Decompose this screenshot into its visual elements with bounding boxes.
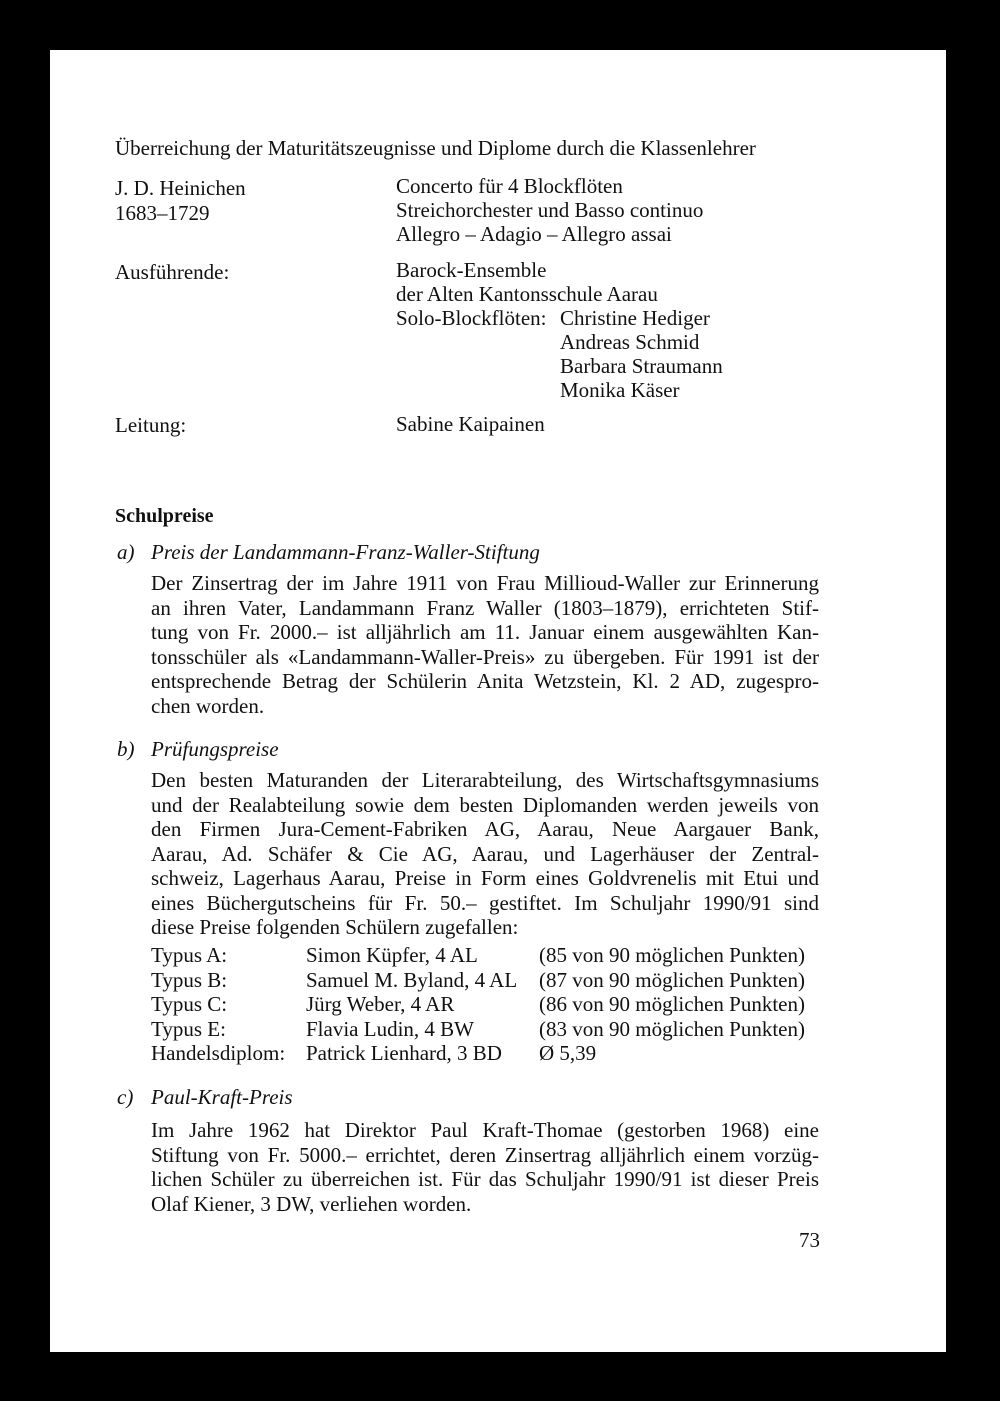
text-line: schweiz, Lagerhaus Aarau, Preise in Form eines Goldvrenelis mit Etui und	[151, 866, 819, 890]
text-line: Den besten Maturanden der Literarabteilung, des Wirtschaftsgymnasiums	[151, 768, 819, 792]
winner-result: (86 von 90 möglichen Punkten)	[539, 992, 805, 1017]
subsection-title: Preis der Landammann-Franz-Waller-Stiftung	[151, 540, 540, 564]
text-line: an ihren Vater, Landammann Franz Waller (1803–1879), errichteten Stif-	[151, 595, 819, 620]
text-line: eines Büchergutscheins für Fr. 50.– gestiftet. Im Schuljahr 1990/91 sind	[151, 890, 819, 915]
soloist-name: Andreas Schmid	[560, 330, 700, 354]
table-row	[151, 968, 805, 993]
winner-result: (87 von 90 möglichen Punkten)	[539, 967, 805, 992]
table-row	[151, 943, 805, 968]
conductor-name: Sabine Kaipainen	[396, 412, 545, 436]
soloist-name: Christine Hediger	[560, 306, 710, 330]
conductor-label: Leitung:	[115, 413, 187, 437]
winner-name: Samuel M. Byland, 4 AL	[306, 967, 518, 992]
text-line: entsprechende Betrag der Schülerin Anita Wetzstein, Kl. 2 AD, zugespro-	[151, 669, 819, 693]
subsection-title: Paul-Kraft-Preis	[151, 1085, 293, 1109]
text-line: Aarau, Ad. Schäfer & Cie AG, Aarau, und Lagerhäuser der Zentral-	[151, 841, 819, 866]
winner-result: (83 von 90 möglichen Punkten)	[539, 1016, 805, 1041]
prize-winners-table	[151, 943, 805, 1066]
text-line: und der Realabteilung sowie dem besten Diplomanden werden jeweils von	[151, 792, 819, 817]
table-row	[151, 992, 805, 1017]
document-page	[50, 50, 946, 1352]
winner-name: Jürg Weber, 4 AR	[306, 992, 455, 1017]
winner-type: Typus E:	[151, 1016, 226, 1041]
text-line: Der Zinsertrag der im Jahre 1911 von Frau Millioud-Waller zur Erinnerung	[151, 571, 819, 595]
winner-type: Typus A:	[151, 943, 228, 967]
text-line: Stiftung von Fr. 5000.– errichtet, deren Zinsertrag alljährlich einem vorzüg-	[151, 1142, 819, 1167]
paragraph-exam-prizes	[151, 768, 819, 940]
text-line: Im Jahre 1962 hat Direktor Paul Kraft-Thomae (gestorben 1968) eine	[151, 1118, 819, 1142]
subsection-marker: b)	[117, 737, 135, 761]
text-line: chen worden.	[151, 693, 265, 718]
subsection-marker: a)	[117, 540, 135, 564]
subsection-marker: c)	[117, 1085, 134, 1109]
soloist-name: Barbara Straumann	[560, 354, 723, 378]
paragraph-kraft-prize	[151, 1118, 819, 1216]
paragraph-waller-prize	[151, 571, 819, 718]
composer-years: 1683–1729	[115, 201, 210, 225]
composer-name: J. D. Heinichen	[115, 176, 246, 200]
text-line: lichen Schüler zu überreichen ist. Für das Schuljahr 1990/91 ist dieser Preis	[151, 1167, 819, 1191]
work-line: Allegro – Adagio – Allegro assai	[396, 222, 672, 246]
winner-name: Patrick Lienhard, 3 BD	[306, 1041, 502, 1066]
soloists-label: Solo-Blockflöten:	[396, 306, 547, 330]
subsection-title: Prüfungspreise	[151, 737, 279, 761]
table-row	[151, 1041, 805, 1066]
work-line: Concerto für 4 Blockflöten	[396, 174, 623, 198]
table-row	[151, 1017, 805, 1042]
text-line: tonsschüler als «Landammann-Waller-Preis» zu übergeben. Für 1991 ist der	[151, 644, 819, 669]
ceremony-heading: Überreichung der Maturitätszeugnisse und Diplome durch die Klassenlehrer	[115, 136, 756, 160]
winner-name: Simon Küpfer, 4 AL	[306, 943, 478, 967]
winner-name: Flavia Ludin, 4 BW	[306, 1016, 474, 1041]
work-line: Streichorchester und Basso continuo	[396, 198, 704, 222]
winner-type: Typus B:	[151, 967, 228, 992]
page-number: 73	[799, 1228, 820, 1252]
winner-result: Ø 5,39	[539, 1041, 597, 1066]
text-line: Olaf Kiener, 3 DW, verliehen worden.	[151, 1191, 472, 1216]
soloist-name: Monika Käser	[560, 378, 680, 402]
winner-type: Handelsdiplom:	[151, 1041, 286, 1066]
ensemble-line: Barock-Ensemble	[396, 258, 547, 282]
winner-type: Typus C:	[151, 992, 228, 1017]
text-line: tung von Fr. 2000.– ist alljährlich am 11. Januar einem ausgewählten Kan-	[151, 620, 819, 644]
text-line: den Firmen Jura-Cement-Fabriken AG, Aarau, Neue Aargauer Bank,	[151, 817, 819, 841]
winner-result: (85 von 90 möglichen Punkten)	[539, 943, 805, 967]
performers-label: Ausführende:	[115, 260, 230, 284]
text-line: diese Preise folgenden Schülern zugefallen:	[151, 915, 519, 939]
ensemble-line: der Alten Kantonsschule Aarau	[396, 282, 658, 306]
section-title: Schulpreise	[115, 505, 214, 527]
